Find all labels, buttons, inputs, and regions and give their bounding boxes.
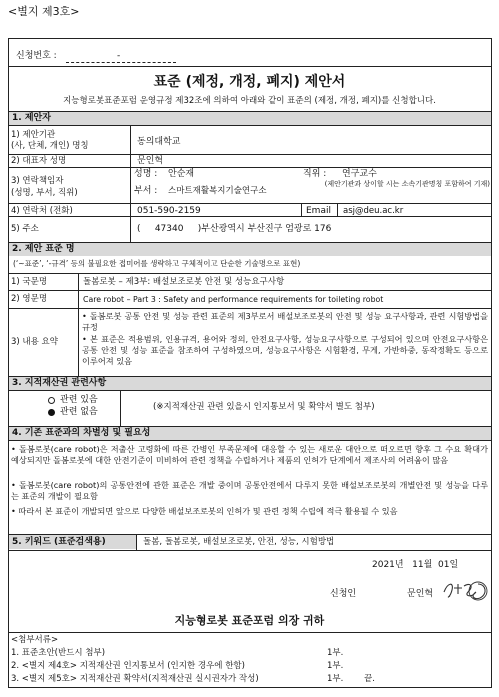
divider (130, 125, 131, 242)
org-value: 동의대학교 (137, 137, 181, 147)
org-label: 1) 제안기관 (사, 단체, 개인) 명칭 (11, 130, 89, 151)
necessity-bullet-1: • 돌봄로봇(care robot)은 저출산 고령화에 따른 간병인 부족문제에 대응할 수 있는 새로운 대안으로 떠오르면 향후 그 수요 확대가 예상되지만 돌봄로봇에 대한 안전기준이 미비하여 관련 정책을 수립하거나 제품의 인허가 단계에서 제조사의 어려움이 많음 (11, 444, 488, 466)
keywords-value: 돌봄, 돌봄로봇, 배설보조로봇, 안전, 성능, 시험방법 (143, 537, 335, 547)
application-number-line (66, 62, 176, 63)
addr-label: 5) 주소 (11, 224, 39, 234)
ip-note: (※지적재산권 관련 있을시 인지통보서 및 확약서 별도 첨부) (153, 402, 375, 412)
divider (8, 308, 492, 309)
dept-label: 부서 : (134, 186, 158, 196)
divider (8, 632, 492, 633)
divider (8, 203, 492, 204)
contact-label: 3) 연락책임자 (성명, 부서, 직위) (11, 176, 78, 198)
divider (8, 66, 492, 67)
signature-icon (440, 578, 490, 604)
email-value: asj@deu.ac.kr (343, 206, 404, 216)
divider (8, 167, 492, 168)
dept-value: 스마트재활복지기술연구소 (168, 186, 267, 196)
position-label: 직위 : (303, 169, 327, 179)
position-value: 연구교수 (342, 169, 377, 179)
ip-option-no-label: 관련 없음 (60, 407, 98, 417)
section-4-header: 4. 기존 표준과의 차별성 및 필요성 (9, 427, 491, 440)
divider (78, 273, 79, 376)
rep-label: 2) 대표자 성명 (11, 156, 67, 166)
page-title: 표준 (제정, 개정, 폐지) 제안서 (153, 74, 346, 90)
applicant-name: 문인혁 (407, 589, 434, 599)
divider (8, 125, 492, 126)
section-2-header: 2. 제안 표준 명 (9, 243, 491, 256)
attachment-3-count: 1부. (327, 674, 344, 684)
attachment-2: 2. <별지 제4호> 지적재산권 인지통보서 (인지한 경우에 한함) (11, 661, 245, 671)
eng-name-value: Care robot – Part 3 : Safety and performance requirements for toileting robot (83, 295, 384, 304)
divider (8, 440, 492, 441)
necessity-bullet-3: • 따라서 본 표준이 개발되면 앞으로 다양한 배설보조로봇의 인허가 및 관련 정책 수립에 적극 활용될 수 있음 (11, 506, 398, 516)
section-5-header: 5. 키워드 (표준검색용) (12, 537, 106, 547)
ip-option-yes-label: 관련 있음 (60, 395, 98, 405)
attachments-header: <첨부서류> (11, 635, 59, 645)
divider (120, 390, 121, 426)
section-2-subheader: (‘~표준’, ‘-규격’ 등의 불필요한 접미어를 생략하고 구체적이고 단순한 기술명으로 표현) (13, 259, 301, 268)
kor-name-value: 돌봄로봇 – 제3부: 배설보조로봇 안전 및 성능요구사항 (83, 277, 285, 287)
phone-value: 051-590-2159 (137, 206, 201, 216)
attachment-3: 3. <별지 제5호> 지적재산권 확약서(지적재산권 실시권자가 작성) (11, 674, 259, 684)
form-tag: <별지 제3호> (8, 5, 80, 18)
kor-name-label: 1) 국문명 (11, 277, 48, 287)
date: 2021년 11월 01일 (372, 560, 459, 570)
attachments-end: 끝. (364, 674, 375, 684)
divider (8, 154, 492, 155)
ip-option-no-radio[interactable] (48, 409, 55, 416)
rep-value: 문인혁 (137, 156, 164, 166)
divider (8, 390, 492, 391)
name-value: 안순재 (168, 169, 195, 179)
section-3-header: 3. 지적재산권 관련사항 (9, 377, 491, 390)
phone-label: 4) 연락처 (전화) (11, 206, 73, 216)
attachment-2-count: 1부. (327, 661, 344, 671)
application-number-label: 신청번호 : (16, 51, 57, 61)
attachment-1-count: 1부. (327, 648, 344, 658)
divider (8, 216, 492, 217)
addressee: 지능형로봇 표준포럼 의장 귀하 (174, 614, 325, 627)
contact-note: (제안기관과 상이할 시는 소속기관명칭 포함하여 기재) (324, 180, 490, 188)
section-1-header: 1. 제안자 (9, 112, 491, 125)
applicant-label: 신청인 (330, 589, 357, 599)
email-label: Email (306, 206, 331, 216)
divider (301, 203, 302, 216)
necessity-bullet-2: • 돌봄로봇(care robot)의 공통안전에 관한 표준은 개발 중이며 공통안전에서 다루지 못한 배설보조로봇의 개별안전 및 성능을 다루는 표준의 개발이 필요함 (11, 480, 488, 502)
divider (136, 534, 137, 550)
name-label: 성명 : (134, 169, 158, 179)
eng-name-label: 2) 영문명 (11, 294, 48, 304)
divider (337, 203, 338, 216)
content-bullet-1: • 돌봄로봇 공통 안전 및 성능 관련 표준의 제3부로서 배설보조로봇의 안전 및 성능 요구사항과, 관련 시험방법을 규정 (82, 311, 488, 332)
content-label: 3) 내용 요약 (11, 337, 58, 347)
intro-text: 지능형로봇표준포럼 운영규정 제32조에 의하여 아래와 같이 표준의 (제정, 개정, 폐지)를 신청합니다. (63, 96, 436, 106)
divider (8, 273, 492, 274)
divider (8, 550, 492, 551)
addr-value: ( 47340 )부산광역시 부산진구 엄광로 176 (137, 224, 332, 234)
ip-option-yes-radio[interactable] (48, 397, 55, 404)
content-bullet-2: • 본 표준은 적용범위, 인용규격, 용어와 정의, 안전요구사항, 성능요구사항으로 구성되어 있으며 안전요구사항은 공통 안전 및 성능 표준을 참조하여 구성하였으며, 성능요구사항은 시험환경, 무게, 가반하중, 동작정확도 등으로 이루어져 있음 (82, 334, 488, 366)
attachment-1: 1. 표준초안(반드시 첨부) (11, 648, 106, 658)
divider (8, 290, 492, 291)
application-number-value: - (117, 51, 121, 61)
